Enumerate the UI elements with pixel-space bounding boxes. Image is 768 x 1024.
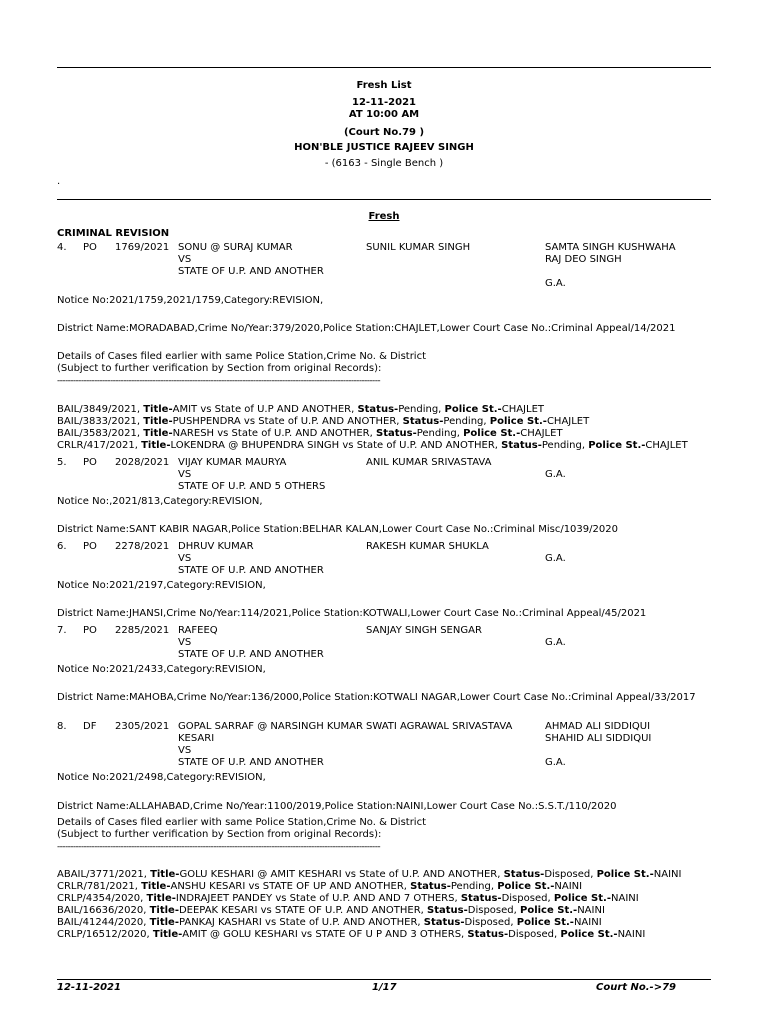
party-petitioner: SONU @ SURAJ KUMAR xyxy=(178,242,293,253)
party-vs: VS xyxy=(178,469,192,480)
list-time: AT 10:00 AM xyxy=(348,109,420,120)
respondent-advocate: G.A. xyxy=(545,637,566,648)
respondent-advocate: RAJ DEO SINGH xyxy=(545,254,622,265)
status-label: Status- xyxy=(427,905,468,916)
earlier-case-line xyxy=(57,440,688,452)
dashed-separator: -------------------------------------------------------------------------------------------------------------------------- xyxy=(57,376,381,386)
notice-line: Notice No:2021/2197,Category:REVISION, xyxy=(57,580,266,591)
status-label: Status- xyxy=(501,440,542,451)
case-serial: 7. xyxy=(57,625,67,636)
earlier-case-line xyxy=(57,881,582,893)
status-label: Status- xyxy=(357,404,399,415)
earlier-case-status: Disposed, xyxy=(544,869,597,880)
earlier-case-ps: CHAJLET xyxy=(546,416,590,427)
petitioner-advocate: ANIL KUMAR SRIVASTAVA xyxy=(366,457,492,468)
status-label: Status- xyxy=(376,428,417,439)
police-station-label: Police St.- xyxy=(463,428,521,439)
party-vs: VS xyxy=(178,254,192,265)
district-line: District Name:JHANSI,Crime No/Year:114/2021,Police Station:KOTWALI,Lower Court Case No.:Criminal Appeal/45/2021 xyxy=(57,608,647,619)
case-type: PO xyxy=(83,625,97,636)
title-label: Title- xyxy=(149,905,179,916)
earlier-case-line xyxy=(57,416,589,428)
earlier-case-line xyxy=(57,428,563,440)
notice-line: Notice No:2021/1759,2021/1759,Category:REVISION, xyxy=(57,295,324,306)
verification-note: (Subject to further verification by Section from original Records): xyxy=(57,829,382,840)
earlier-case-id: BAIL/3849/2021, xyxy=(57,404,144,415)
party-petitioner: RAFEEQ xyxy=(178,625,218,636)
case-number: 2028/2021 xyxy=(115,457,170,468)
respondent-advocate: G.A. xyxy=(545,757,566,768)
status-label: Status- xyxy=(503,869,545,880)
earlier-case-title: DEEPAK KESARI vs STATE OF U.P. AND ANOTHER, xyxy=(178,905,428,916)
case-number: 2305/2021 xyxy=(115,721,170,732)
title-label: Title- xyxy=(146,893,176,904)
police-station-label: Police St.- xyxy=(516,917,574,928)
earlier-case-title: NARESH vs State of U.P. AND ANOTHER, xyxy=(172,428,376,439)
status-label: Status- xyxy=(423,917,465,928)
title-label: Title- xyxy=(143,416,173,427)
petitioner-advocate: RAKESH KUMAR SHUKLA xyxy=(366,541,489,552)
earlier-case-status: Disposed, xyxy=(467,905,520,916)
title-label: Title- xyxy=(143,428,173,439)
police-station-label: Police St.- xyxy=(444,404,502,415)
bench-info: - (6163 - Single Bench ) xyxy=(324,158,444,169)
section-title: Fresh xyxy=(368,211,400,222)
district-line: District Name:ALLAHABAD,Crime No/Year:1100/2019,Police Station:NAINI,Lower Court Case No.:S.S.T./110/2020 xyxy=(57,801,617,812)
earlier-cases-note: Details of Cases filed earlier with same Police Station,Crime No. & District xyxy=(57,351,427,362)
respondent-advocate: G.A. xyxy=(545,469,566,480)
earlier-case-ps: CHAJLET xyxy=(645,440,688,451)
earlier-case-id: CRLP/4354/2020, xyxy=(57,893,147,904)
earlier-case-id: BAIL/3833/2021, xyxy=(57,416,144,427)
police-station-label: Police St.- xyxy=(553,893,611,904)
party-respondent: STATE OF U.P. AND ANOTHER xyxy=(178,266,324,277)
earlier-case-status: Pending, xyxy=(398,404,445,415)
earlier-case-title: INDRAJEET PANDEY vs State of U.P. AND AND 7 OTHERS, xyxy=(175,893,461,904)
petitioner-advocate: SWATI AGRAWAL SRIVASTAVA xyxy=(366,721,513,732)
earlier-case-ps: NAINI xyxy=(611,893,639,904)
footer-date: 12-11-2021 xyxy=(57,982,121,993)
header-dot: . xyxy=(57,176,61,187)
earlier-case-id: BAIL/3583/2021, xyxy=(57,428,144,439)
party-vs: VS xyxy=(178,637,192,648)
earlier-case-title: ANSHU KESARI vs STATE OF UP AND ANOTHER, xyxy=(170,881,411,892)
police-station-label: Police St.- xyxy=(588,440,646,451)
header-rule xyxy=(57,199,711,200)
earlier-case-line xyxy=(57,869,681,881)
earlier-case-line xyxy=(57,893,639,905)
case-serial: 5. xyxy=(57,457,67,468)
party-vs: VS xyxy=(178,745,192,756)
earlier-case-title: GOLU KESHARI @ AMIT KESHARI vs State of U.P. AND ANOTHER, xyxy=(179,869,504,880)
case-serial: 4. xyxy=(57,242,67,253)
category-heading: CRIMINAL REVISION xyxy=(57,228,170,239)
verification-note: (Subject to further verification by Section from original Records): xyxy=(57,363,382,374)
party-petitioner: GOPAL SARRAF @ NARSINGH KUMAR xyxy=(178,721,363,732)
status-label: Status- xyxy=(402,416,444,427)
case-number: 2278/2021 xyxy=(115,541,170,552)
police-station-label: Police St.- xyxy=(560,929,618,940)
district-line: District Name:SANT KABIR NAGAR,Police Station:BELHAR KALAN,Lower Court Case No.:Criminal Misc/1039/2020 xyxy=(57,524,618,535)
petitioner-advocate: SUNIL KUMAR SINGH xyxy=(366,242,471,253)
earlier-case-ps: NAINI xyxy=(554,881,583,892)
police-station-label: Police St.- xyxy=(520,905,578,916)
case-number: 2285/2021 xyxy=(115,625,170,636)
earlier-case-line xyxy=(57,929,645,941)
respondent-advocate: SAMTA SINGH KUSHWAHA xyxy=(545,242,676,253)
earlier-case-status: Disposed, xyxy=(501,893,554,904)
earlier-case-status: Pending, xyxy=(450,881,498,892)
case-type: DF xyxy=(83,721,97,732)
status-label: Status- xyxy=(410,881,451,892)
district-line: District Name:MAHOBA,Crime No/Year:136/2000,Police Station:KOTWALI NAGAR,Lower Court Case No.:Criminal Appeal/33/2017 xyxy=(57,692,696,703)
notice-line: Notice No:,2021/813,Category:REVISION, xyxy=(57,496,263,507)
respondent-advocate: SHAHID ALI SIDDIQUI xyxy=(545,733,652,744)
earlier-case-id: CRLR/781/2021, xyxy=(57,881,142,892)
earlier-case-status: Pending, xyxy=(416,428,464,439)
earlier-case-line xyxy=(57,404,544,416)
respondent-advocate: AHMAD ALI SIDDIQUI xyxy=(545,721,651,732)
status-label: Status- xyxy=(460,893,502,904)
top-rule xyxy=(57,67,711,68)
earlier-case-line xyxy=(57,917,602,929)
earlier-case-title: PANKAJ KASHARI vs State of U.P. AND ANOTHER, xyxy=(178,917,424,928)
title-label: Title- xyxy=(150,869,180,880)
case-serial: 8. xyxy=(57,721,67,732)
title-label: Title- xyxy=(143,404,173,415)
earlier-case-status: Pending, xyxy=(443,416,490,427)
case-type: PO xyxy=(83,242,97,253)
judge-name: HON'BLE JUSTICE RAJEEV SINGH xyxy=(294,142,474,153)
party-petitioner: VIJAY KUMAR MAURYA xyxy=(178,457,287,468)
case-number: 1769/2021 xyxy=(115,242,170,253)
earlier-case-status: Disposed, xyxy=(464,917,517,928)
earlier-case-id: CRLP/16512/2020, xyxy=(57,929,153,940)
party-respondent: STATE OF U.P. AND ANOTHER xyxy=(178,649,324,660)
earlier-case-id: CRLR/417/2021, xyxy=(57,440,142,451)
petitioner-advocate: SANJAY SINGH SENGAR xyxy=(366,625,482,636)
party-petitioner: DHRUV KUMAR xyxy=(178,541,254,552)
earlier-case-id: BAIL/16636/2020, xyxy=(57,905,150,916)
earlier-case-title: PUSHPENDRA vs State of U.P. AND ANOTHER, xyxy=(172,416,403,427)
footer-rule xyxy=(57,979,711,980)
title-label: Title- xyxy=(152,929,183,940)
case-type: PO xyxy=(83,457,97,468)
earlier-cases-note: Details of Cases filed earlier with same Police Station,Crime No. & District xyxy=(57,817,427,828)
earlier-case-ps: NAINI xyxy=(617,929,646,940)
list-type-title: Fresh List xyxy=(356,80,412,91)
earlier-case-title: AMIT vs State of U.P AND ANOTHER, xyxy=(172,404,358,415)
party-petitioner-cont: KESARI xyxy=(178,733,215,744)
title-label: Title- xyxy=(141,440,171,451)
page-number: 1/17 xyxy=(372,982,397,993)
status-label: Status- xyxy=(467,929,509,940)
party-respondent: STATE OF U.P. AND ANOTHER xyxy=(178,565,324,576)
respondent-advocate: G.A. xyxy=(545,278,566,289)
earlier-case-id: ABAIL/3771/2021, xyxy=(57,869,151,880)
party-vs: VS xyxy=(178,553,192,564)
list-date: 12-11-2021 xyxy=(352,97,416,108)
dashed-separator: -------------------------------------------------------------------------------------------------------------------------- xyxy=(57,842,381,852)
title-label: Title- xyxy=(141,881,171,892)
case-serial: 6. xyxy=(57,541,67,552)
earlier-case-title: AMIT @ GOLU KESHARI vs STATE OF U P AND 3 OTHERS, xyxy=(182,929,468,940)
earlier-case-status: Pending, xyxy=(541,440,589,451)
notice-line: Notice No:2021/2433,Category:REVISION, xyxy=(57,664,266,675)
earlier-case-line xyxy=(57,905,605,917)
footer-court: Court No.->79 xyxy=(596,982,677,993)
party-respondent: STATE OF U.P. AND 5 OTHERS xyxy=(178,481,326,492)
earlier-case-ps: NAINI xyxy=(577,905,605,916)
title-label: Title- xyxy=(149,917,179,928)
district-line: District Name:MORADABAD,Crime No/Year:379/2020,Police Station:CHAJLET,Lower Court Case No.:Criminal Appeal/14/2021 xyxy=(57,323,676,334)
police-station-label: Police St.- xyxy=(497,881,555,892)
earlier-case-id: BAIL/41244/2020, xyxy=(57,917,150,928)
earlier-case-title: LOKENDRA @ BHUPENDRA SINGH vs State of U.P. AND ANOTHER, xyxy=(170,440,502,451)
earlier-case-ps: CHAJLET xyxy=(501,404,545,415)
earlier-case-status: Disposed, xyxy=(508,929,561,940)
police-station-label: Police St.- xyxy=(596,869,654,880)
earlier-case-ps: NAINI xyxy=(653,869,682,880)
police-station-label: Police St.- xyxy=(489,416,547,427)
respondent-advocate: G.A. xyxy=(545,553,566,564)
earlier-case-ps: NAINI xyxy=(573,917,602,928)
party-respondent: STATE OF U.P. AND ANOTHER xyxy=(178,757,324,768)
notice-line: Notice No:2021/2498,Category:REVISION, xyxy=(57,772,266,783)
case-type: PO xyxy=(83,541,97,552)
court-number: (Court No.79 ) xyxy=(343,127,425,138)
earlier-case-ps: CHAJLET xyxy=(520,428,563,439)
